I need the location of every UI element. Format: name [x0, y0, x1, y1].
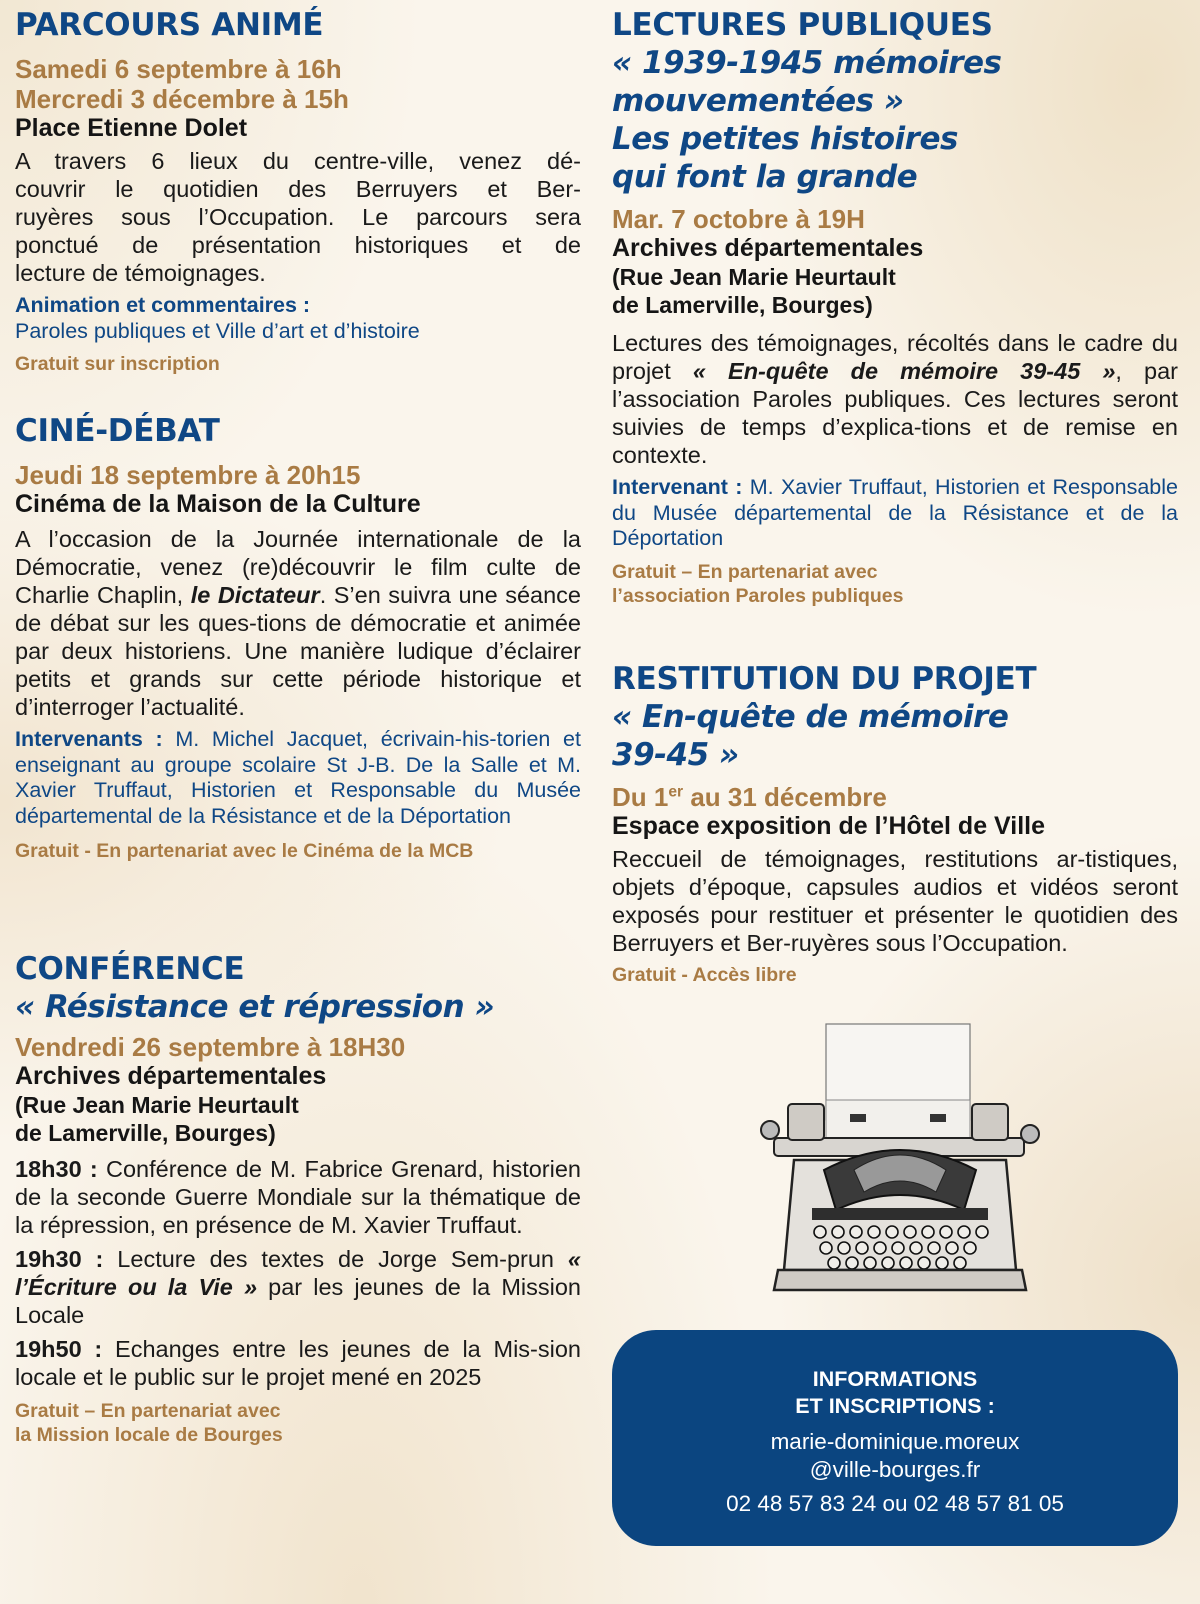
event-address: (Rue Jean Marie Heurtault de Lamerville, Bourges): [612, 264, 896, 318]
info-contact-box: [612, 1330, 1178, 1546]
price-note: Gratuit - Accès libre: [612, 964, 797, 986]
schedule-item: 19h30 : Lecture des textes de Jorge Sem-prun « l’Écriture ou la Vie » par les jeunes de la Mission Locale: [15, 1246, 581, 1328]
schedule-item: 18h30 : Conférence de M. Fabrice Grenard, historien de la seconde Guerre Mondiale sur la thématique de la répression, en présence de M. Xavier Truffaut.: [15, 1156, 581, 1238]
speakers: Intervenants : M. Michel Jacquet, écrivain-his-torien et enseignant au groupe scolaire St J-B. De la Salle et M. Xavier Truffaut, Historien et Responsable du Musée départemental de la Résistance et de la Déportation: [15, 727, 581, 828]
section-cine-debat: [15, 412, 581, 863]
event-date: Samedi 6 septembre à 16h: [15, 54, 342, 84]
price-note: Gratuit – En partenariat avec l’association Paroles publiques: [612, 560, 904, 607]
event-place: Place Etienne Dolet: [15, 114, 248, 142]
event-place: Cinéma de la Maison de la Culture: [15, 490, 421, 518]
event-description: Lectures des témoignages, récoltés dans le cadre du projet « En-quête de mémoire 39-45 », par l’association Paroles publiques. Ces lectures seront suivies de temps d’explica-tions et de remise en contexte.: [612, 330, 1178, 468]
price-note: Gratuit – En partenariat avec la Mission locale de Bourges: [15, 1400, 283, 1446]
event-date: Du 1er au 31 décembre: [612, 782, 887, 812]
section-restitution: [612, 660, 1178, 987]
event-address: (Rue Jean Marie Heurtault de Lamerville, Bourges): [15, 1092, 299, 1146]
section-title: CINÉ-DÉBAT: [15, 413, 220, 449]
contact-phones[interactable]: 02 48 57 83 24 ou 02 48 57 81 05: [726, 1491, 1064, 1516]
event-description: A travers 6 lieux du centre-ville, venez dé- couvrir le quotidien des Berruyers et Ber- ruyères sous l’Occupation. Le parcours sera ponctué de présentation historiques et de lecture de témoignages.: [15, 148, 581, 286]
section-subtitle: « 1939-1945 mémoires mouvementées » Les petites histoires qui font la grande: [612, 45, 1002, 195]
contact-email[interactable]: marie-dominique.moreux @ville-bourges.fr: [770, 1429, 1020, 1482]
section-title: PARCOURS ANIMÉ: [15, 7, 324, 43]
section-lectures-publiques: [612, 6, 1178, 608]
section-conference: [15, 950, 581, 1447]
section-title: CONFÉRENCE: [15, 951, 245, 987]
event-date: Jeudi 18 septembre à 20h15: [15, 460, 361, 490]
event-place: Espace exposition de l’Hôtel de Ville: [612, 812, 1046, 840]
event-place: Archives départementales: [612, 234, 924, 262]
section-title: LECTURES PUBLIQUES: [612, 7, 993, 43]
section-title: RESTITUTION DU PROJET: [612, 661, 1037, 697]
event-date: Vendredi 26 septembre à 18H30: [15, 1032, 406, 1062]
schedule-item: 19h50 : Echanges entre les jeunes de la Mis-sion locale et le public sur le projet mené en 2025: [15, 1336, 581, 1390]
section-subtitle: « En-quête de mémoire 39-45 »: [612, 699, 1009, 773]
price-note: Gratuit - En partenariat avec le Cinéma de la MCB: [15, 840, 474, 862]
animation-credits: Animation et commentaires : Paroles publiques et Ville d’art et d’histoire: [15, 293, 420, 343]
event-date: Mercredi 3 décembre à 15h: [15, 84, 349, 114]
event-place: Archives départementales: [15, 1062, 327, 1090]
event-date: Mar. 7 octobre à 19H: [612, 204, 865, 234]
section-subtitle: « Résistance et répression »: [15, 989, 495, 1025]
speakers: Intervenant : M. Xavier Truffaut, Historien et Responsable du Musée départemental de la Résistance et de la Déportation: [612, 475, 1178, 550]
section-parcours-anime: [15, 6, 581, 376]
price-note: Gratuit sur inscription: [15, 353, 220, 375]
event-description: Reccueil de témoignages, restitutions ar-tistiques, objets d’époque, capsules audios et vidéos seront exposés pour restituer et présenter le quotidien des Berruyers et Ber-ruyères sous l’Occupation.: [612, 846, 1178, 956]
typewriter-icon: [754, 1020, 1046, 1300]
info-title: INFORMATIONS ET INSCRIPTIONS :: [795, 1367, 995, 1418]
event-description: A l’occasion de la Journée internationale de la Démocratie, venez (re)découvrir le film culte de Charlie Chaplin, le Dictateur. S’en suivra une séance de débat sur les ques-tions de démocratie et animée par deux historiens. Une manière ludique d’éclairer petits et grands sur cette période historique et d’interroger l’actualité.: [15, 526, 581, 720]
